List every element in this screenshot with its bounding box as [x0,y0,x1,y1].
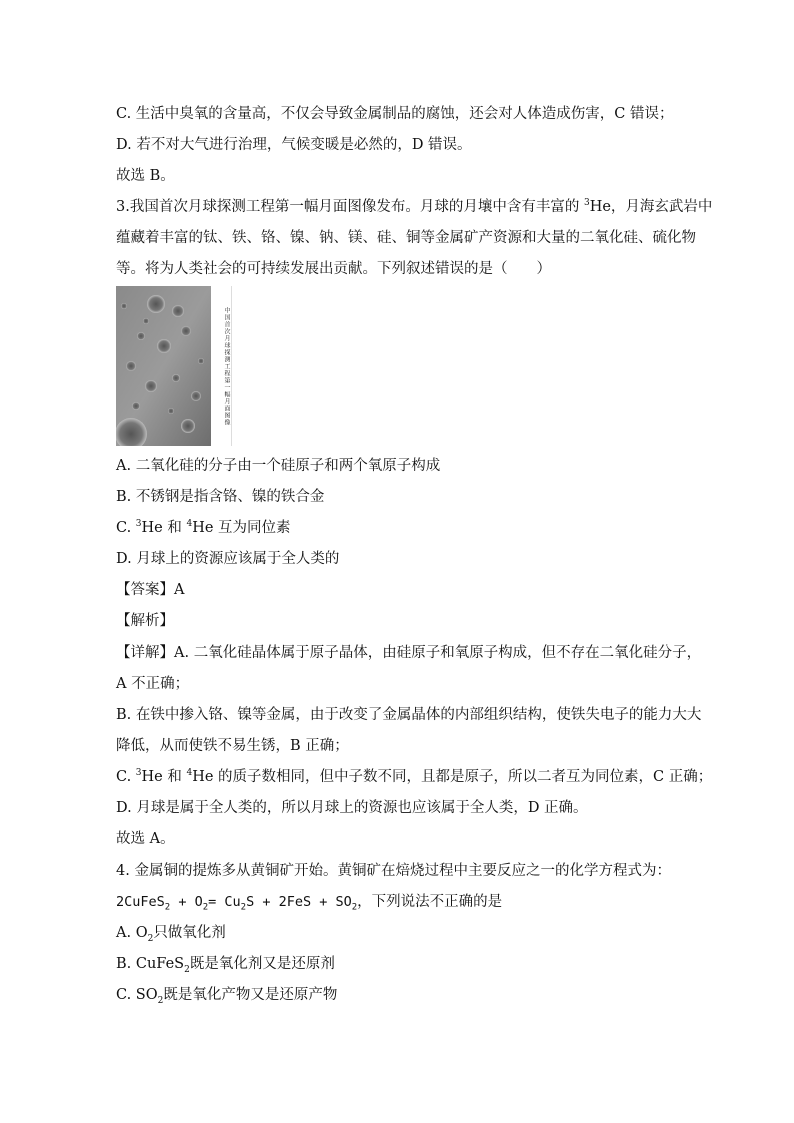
option-c: C. $^3$He 和 $^4$He 互为同位素 [116,519,291,536]
question-4-option-c: C. $SO_2$既是氧化产物又是还原产物 [116,987,338,1006]
answer-label: 【答案】A [116,582,185,598]
detail-text: C. $^3$He 和 $^4$He 的质子数相同，但中子数不同，且都是原子，所以二者互为同位素，C 正确； [116,768,713,785]
detail-text: 降低，从而使铁不易生锈，B 正确； [116,738,349,754]
question-4-option-a: A. $O_2$只做氧化剂 [116,925,226,944]
text-line: 故选 B。 [116,168,175,184]
figure-caption: 中国首次月球探测工程第一幅月面图像 [223,306,230,426]
moon-surface-image [116,286,211,446]
option-b: B. 不锈钢是指含铬、镍的铁合金 [116,489,325,505]
text-line: D. 若不对大气进行治理，气候变暖是必然的，D 错误。 [116,137,472,153]
question-4-option-b: B. CuFeS$_2$既是氧化剂又是还原剂 [116,956,335,975]
analysis-label: 【解析】 [116,613,174,629]
question-4-equation: 2CuFeS$_2$ + $O_2= Cu_2S + 2FeS + SO_2$，下列说法不正确的是 [116,894,503,913]
option-d: D. 月球上的资源应该属于全人类的 [116,551,340,567]
question-3-stem: 蕴藏着丰富的钛、铁、铬、镍、钠、镁、硅、铜等金属矿产资源和大量的二氧化硅、硫化物 [116,230,696,246]
question-3-stem: 等。将为人类社会的可持续发展出贡献。下列叙述错误的是（ ） [116,261,551,277]
question-4-stem: 4. 金属铜的提炼多从黄铜矿开始。黄铜矿在焙烧过程中主要反应之一的化学方程式为： [116,863,671,879]
detail-text: A 不正确； [116,676,190,692]
question-3-stem: 3.我国首次月球探测工程第一幅月面图像发布。月球的月壤中含有丰富的 $^3$He，月海玄武岩中 [116,198,713,215]
detail-text: 故选 A。 [116,831,175,847]
detail-text: B. 在铁中掺入铬、镍等金属，由于改变了金属晶体的内部组织结构，使铁失电子的能力大大 [116,707,702,723]
detail-text: D. 月球是属于全人类的，所以月球上的资源也应该属于全人类，D 正确。 [116,800,588,816]
figure-border [231,286,232,446]
option-a: A. 二氧化硅的分子由一个硅原子和两个氧原子构成 [116,458,441,474]
detail-text: 【详解】A. 二氧化硅晶体属于原子晶体，由硅原子和氧原子构成，但不存在二氧化硅分子， [116,645,702,661]
text-line: C. 生活中臭氧的含量高，不仅会导致金属制品的腐蚀，还会对人体造成伤害，C 错误； [116,106,674,122]
moon-figure [116,286,232,446]
